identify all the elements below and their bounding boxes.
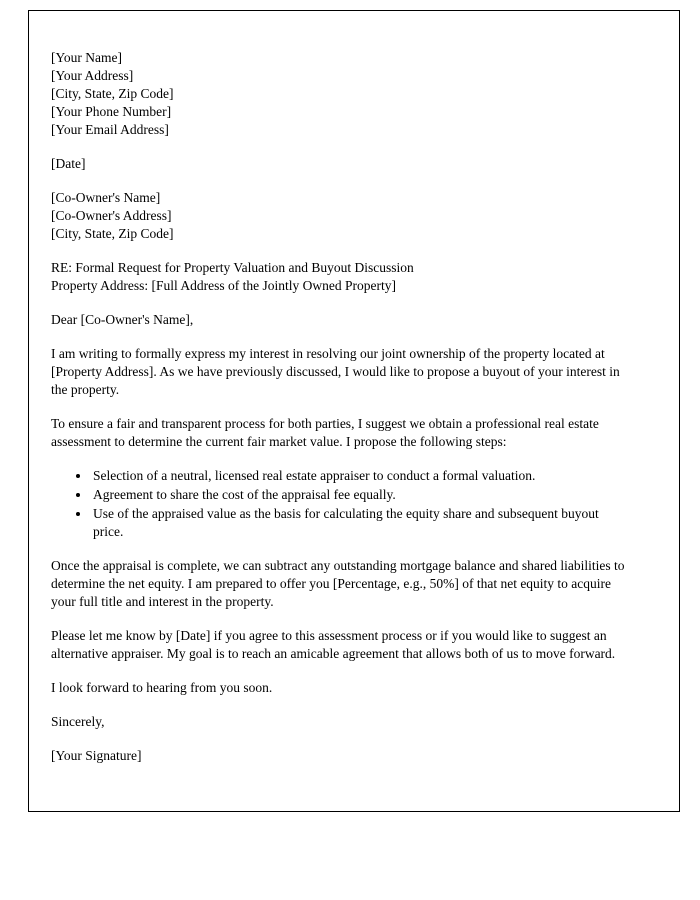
paragraph-process: To ensure a fair and transparent process for both parties, I suggest we obtain a professional real estate assessment to determine the current fair market value. I propose the following steps: [51, 416, 599, 449]
proposal-steps-list [51, 467, 611, 541]
paragraph-deadline: Please let me know by [Date] if you agree to this assessment process or if you would like to suggest an alternative appraiser. My goal is to reach an amicable agreement that allows both of us to move forward. [51, 628, 616, 661]
signature-placeholder: [Your Signature] [51, 748, 142, 763]
letter-page [28, 10, 680, 812]
recipient-address: [Co-Owner's Address] [51, 208, 172, 223]
sender-email: [Your Email Address] [51, 122, 169, 137]
salutation: Dear [Co-Owner's Name], [51, 312, 194, 327]
paragraph-lookforward: I look forward to hearing from you soon. [51, 680, 273, 695]
list-item: • Use of the appraised value as the basis for calculating the equity share and subsequent buyout price. [91, 505, 611, 541]
subject-re-line: RE: Formal Request for Property Valuation and Buyout Discussion [51, 260, 414, 275]
subject-block [51, 259, 651, 295]
recipient-city-state-zip: [City, State, Zip Code] [51, 226, 174, 241]
letter-date: [Date] [51, 156, 86, 171]
sender-phone: [Your Phone Number] [51, 104, 172, 119]
paragraph-intro: I am writing to formally express my interest in resolving our joint ownership of the property located at [Property Address]. As we have previously discussed, I would like to propose a buyout of your interest in the property. [51, 346, 620, 397]
list-item: • Agreement to share the cost of the appraisal fee equally. [91, 486, 611, 504]
closing: Sincerely, [51, 714, 105, 729]
subject-property-address-line: Property Address: [Full Address of the Jointly Owned Property] [51, 278, 396, 293]
recipient-address-block [51, 189, 651, 243]
date-block [51, 155, 651, 173]
sender-address-block [51, 49, 651, 139]
list-item: • Selection of a neutral, licensed real estate appraiser to conduct a formal valuation. [91, 467, 611, 485]
recipient-name: [Co-Owner's Name] [51, 190, 161, 205]
sender-address: [Your Address] [51, 68, 134, 83]
sender-city-state-zip: [City, State, Zip Code] [51, 86, 174, 101]
paragraph-equity: Once the appraisal is complete, we can subtract any outstanding mortgage balance and shared liabilities to determine the net equity. I am prepared to offer you [Percentage, e.g., 50%] of that net equity to acquire your full title and interest in the property. [51, 558, 625, 609]
sender-name: [Your Name] [51, 50, 122, 65]
